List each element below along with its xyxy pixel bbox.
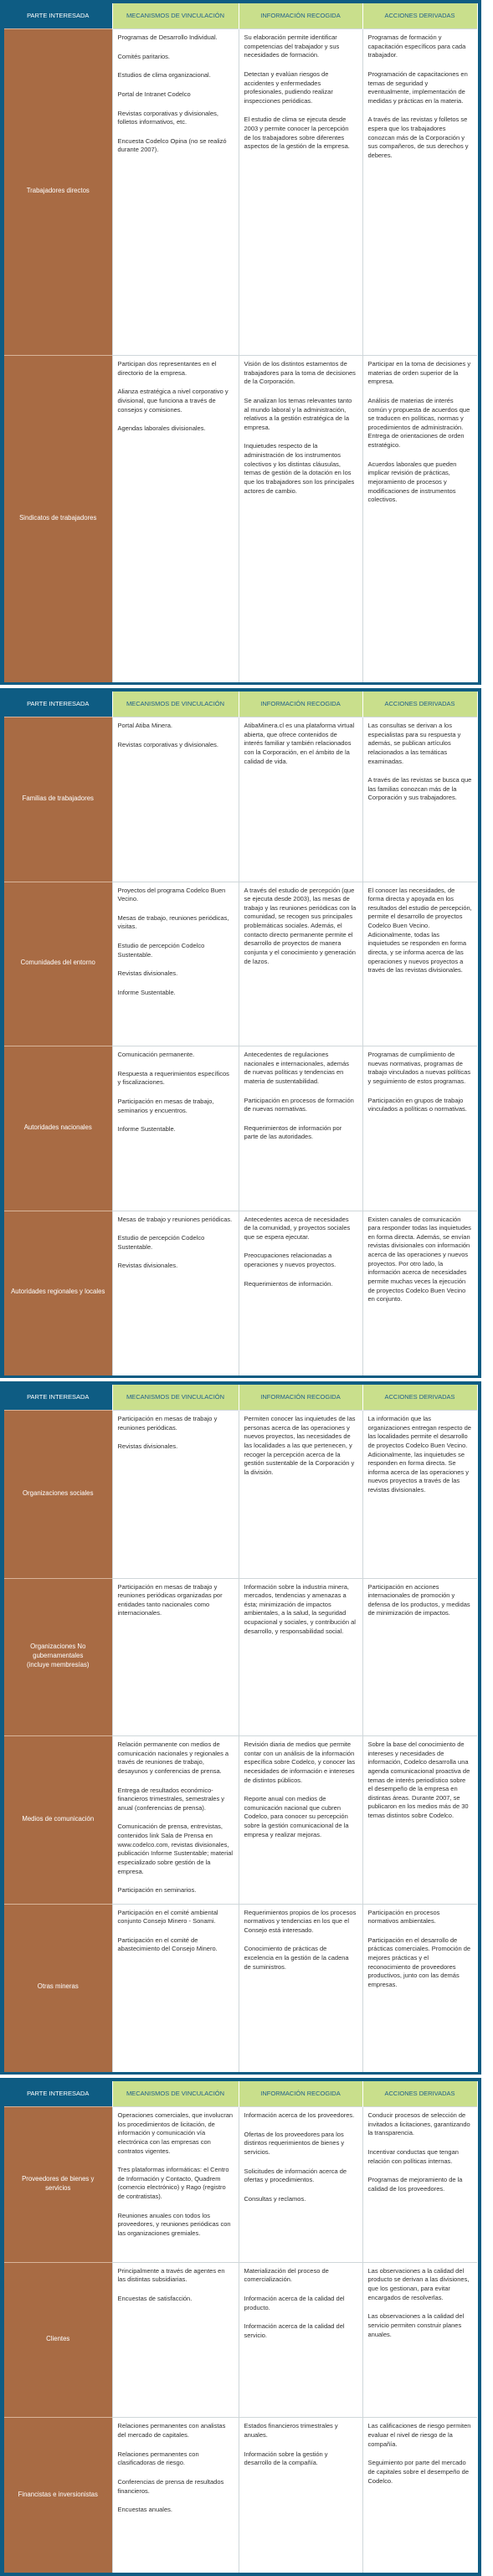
information-item: Solicitudes de información acerca de ofertas y procedimientos. bbox=[244, 2167, 347, 2184]
information-cell bbox=[239, 2107, 362, 2263]
stakeholder-cell bbox=[4, 356, 112, 682]
actions-cell bbox=[362, 2107, 477, 2263]
mechanism-item: Relaciones permanentes con analistas del mercado de capitales. bbox=[117, 2422, 226, 2439]
header-mechanisms: MECANISMOS DE VINCULACIÓN bbox=[112, 2081, 239, 2107]
action-item: Participar en la toma de decisiones y materias de orden superior de la empresa. bbox=[367, 360, 471, 386]
mechanisms-cell bbox=[112, 2418, 239, 2573]
mechanism-item: Revistas divisionales. bbox=[117, 1442, 178, 1451]
information-item: Preocupaciones relacionadas a operaciones y nuevos proyectos. bbox=[244, 1252, 336, 1269]
mechanism-item: Revistas corporativas y divisionales. bbox=[117, 740, 218, 748]
actions-cell bbox=[362, 1046, 477, 1211]
information-cell bbox=[239, 2418, 362, 2573]
stakeholder-name: Autoridades regionales y locales bbox=[11, 1288, 105, 1296]
action-item: Programas de cumplimiento de nuevas normativas, programas de trabajo vinculados a nuevas políticas y seguimiento de estos programas. bbox=[367, 1051, 471, 1085]
table-section-1 bbox=[0, 0, 481, 685]
mechanism-item: Informe Sustentable. bbox=[117, 1125, 176, 1134]
mechanism-item: Relaciones permanentes con clasificadoras de riesgo. bbox=[117, 2450, 199, 2467]
information-item: Antecedentes acerca de necesidades de la comunidad, y proyectos sociales que se espera ejecutar. bbox=[244, 1215, 351, 1241]
information-cell bbox=[239, 1904, 362, 2072]
action-item: Participación en grupos de trabajo vinculados a políticas o normativas. bbox=[367, 1096, 467, 1113]
table-row bbox=[4, 1211, 477, 1375]
mechanism-item: Agendas laborales divisionales. bbox=[117, 424, 206, 433]
information-item: Ofertas de los proveedores para los distintos requerimientos de bienes y servicios. bbox=[244, 2130, 345, 2156]
action-item: Las calificaciones de riesgo permiten evaluar el nivel de riesgo de la compañía. bbox=[367, 2422, 471, 2448]
stakeholder-name: Organizaciones sociales bbox=[22, 1489, 94, 1497]
table-row bbox=[4, 1904, 477, 2072]
stakeholder-name: Comunidades del entorno bbox=[20, 959, 95, 967]
stakeholder-cell bbox=[4, 2262, 112, 2418]
information-item: Reporte anual con medios de comunicación nacional que cubren Codelco, para conocer su percepción sobre la gestión comunicacional de la empresa y realizar mejoras. bbox=[244, 1795, 349, 1838]
mechanism-item: Participación en mesas de trabajo, seminarios y encuentros. bbox=[117, 1097, 214, 1114]
information-item: Revisión diaria de medios que permite contar con un análisis de la información específica sobre Codelco, y conocer las necesidades de información e intereses de distintos públicos. bbox=[244, 1740, 356, 1784]
actions-cell bbox=[362, 1736, 477, 1905]
information-item: Detectan y evalúan riesgos de accidentes y enfermedades profesionales, pudiendo realizar inspecciones periódicas. bbox=[244, 69, 333, 105]
mechanism-item: Encuestas de satisfacción. bbox=[117, 2294, 193, 2302]
actions-cell bbox=[362, 1904, 477, 2072]
stakeholder-cell bbox=[4, 1736, 112, 1905]
information-item: El estudio de clima se ejecuta desde 2003 y permite conocer la percepción de los trabajadores sobre diferentes aspectos de la gestión de la empresa. bbox=[244, 116, 350, 151]
mechanism-item: Comités paritarios. bbox=[117, 52, 171, 60]
mechanism-item: Mesas de trabajo, reuniones periódicas, visitas. bbox=[117, 913, 229, 931]
header-actions: ACCIONES DERIVADAS bbox=[362, 2081, 477, 2107]
table-section-4 bbox=[0, 2078, 481, 2576]
table-header-row bbox=[4, 692, 477, 717]
header-information: INFORMACIÓN RECOGIDA bbox=[239, 2081, 362, 2107]
mechanisms-cell bbox=[112, 29, 239, 356]
information-cell bbox=[239, 717, 362, 882]
information-item: A través del estudio de percepción (que se ejecuta desde 2003), las mesas de trabajo y las reuniones periódicas con la comunidad, se recogen sus principales problemáticas sociales. Además, el contacto directo permanente permite el desarrollo de proyectos de manera conjunta y el conocimiento y generación de lazos. bbox=[244, 886, 357, 965]
information-item: Se analizan los temas relevantes tanto al mundo laboral y la administración, relativos a la gestión estratégica de la empresa. bbox=[244, 396, 352, 431]
action-item: Programación de capacitaciones en temas de seguridad y eventualmente, implementación de medidas y prácticas en la materia. bbox=[367, 69, 468, 105]
information-item: Información acerca de los proveedores. bbox=[244, 2111, 355, 2119]
information-item: Consultas y reclamos. bbox=[244, 2194, 306, 2203]
information-item: Antecedentes de regulaciones nacionales e internacionales, además de nuevas políticas y tendencias en materia de sustentabilidad. bbox=[244, 1051, 349, 1085]
table-row bbox=[4, 2107, 477, 2263]
mechanism-item: Entrega de resultados económico-financieros trimestrales, semestrales y anual (conferencias de prensa). bbox=[117, 1786, 225, 1812]
action-item: Existen canales de comunicación para responder todas las inquietudes en forma directa. Además, se envían revistas divisionales con información acerca de las operaciones y nuevos proyectos. Por otro lado, la información acerca de necesidades permite muchas veces la ejecución de proyectos Codelco Buen Vecino en conjunto. bbox=[367, 1215, 471, 1303]
action-item: Sobre la base del conocimiento de intereses y necesidades de información, Codelco desarrolla una agenda comunicacional proactiva de temas de interés periodístico sobre el desempeño de la empresa en distintas áreas. Durante 2007, se publicaron en los medios más de 30 temas distintos sobre Codelco. bbox=[367, 1740, 470, 1820]
information-item: Requerimientos de información. bbox=[244, 1279, 333, 1288]
mechanisms-cell bbox=[112, 2262, 239, 2418]
information-item: Requerimientos propios de los procesos normativos y tendencias en los que el Consejo está interesado. bbox=[244, 1908, 357, 1934]
mechanism-item: Portal de Intranet Codelco bbox=[117, 90, 191, 98]
mechanism-item: Mesas de trabajo y reuniones periódicas. bbox=[117, 1215, 233, 1223]
header-mechanisms: MECANISMOS DE VINCULACIÓN bbox=[112, 3, 239, 29]
mechanism-item: Participan dos representantes en el directorio de la empresa. bbox=[117, 360, 217, 377]
mechanisms-cell bbox=[112, 1578, 239, 1736]
mechanism-item: Revistas corporativas y divisionales, folletos informativos, etc. bbox=[117, 109, 218, 126]
mechanism-item: Estudio de percepción Codelco Sustentable. bbox=[117, 1234, 205, 1251]
mechanisms-cell bbox=[112, 1411, 239, 1579]
action-item: A través de las revistas y folletos se espera que los trabajadores conozcan más de la Corporación y sus compañeros, de sus derechos y deberes. bbox=[367, 116, 469, 160]
mechanism-item: Proyectos del programa Codelco Buen Vecino. bbox=[117, 886, 226, 903]
stakeholder-cell bbox=[4, 882, 112, 1046]
stakeholder-cell bbox=[4, 1046, 112, 1211]
mechanism-item: Reuniones anuales con todos los proveedores, y reuniones periódicas con las organizaciones gremiales. bbox=[117, 2211, 231, 2238]
mechanism-item: Conferencias de prensa de resultados financieros. bbox=[117, 2477, 224, 2495]
mechanism-item: Estudios de clima organizacional. bbox=[117, 71, 211, 80]
header-stakeholder: PARTE INTERESADA bbox=[4, 2081, 112, 2107]
actions-cell bbox=[362, 1211, 477, 1375]
table-section-2 bbox=[0, 688, 481, 1378]
mechanism-item: Encuestas anuales. bbox=[117, 2506, 172, 2514]
stakeholder-table bbox=[4, 1385, 478, 2072]
mechanism-item: Estudio de percepción Codelco Sustentable. bbox=[117, 942, 205, 959]
table-row bbox=[4, 2262, 477, 2418]
action-item: Análisis de materias de interés común y propuesta de acuerdos que se traducen en políticas, normas y procedimientos de administración. Entrega de orientaciones de orden estratégico. bbox=[367, 396, 470, 450]
information-item: Información sobre la gestión y desarrollo de la compañía. bbox=[244, 2450, 328, 2467]
information-cell bbox=[239, 1736, 362, 1905]
stakeholder-table bbox=[4, 2081, 478, 2573]
stakeholder-name: Familias de trabajadores bbox=[22, 794, 94, 802]
information-item: Información acerca de la calidad del servicio. bbox=[244, 2322, 345, 2339]
information-item: Información acerca de la calidad del producto. bbox=[244, 2294, 345, 2311]
information-item: Materialización del proceso de comercialización. bbox=[244, 2266, 329, 2284]
mechanism-item: Principalmente a través de agentes en las distintas subsidiarias. bbox=[117, 2266, 225, 2284]
action-item: Participación en el desarrollo de prácticas comerciales. Promoción de mejores prácticas y el reconocimiento de proveedores productivos, junto con las demás empresas. bbox=[367, 1936, 471, 1988]
actions-cell bbox=[362, 2418, 477, 2573]
mechanism-item: Participación en mesas de trabajo y reuniones periódicas. bbox=[117, 1415, 218, 1432]
mechanism-item: Relación permanente con medios de comunicación nacionales y regionales a través de reuniones de trabajo, desayunos y conferencias de prensa. bbox=[117, 1740, 229, 1775]
action-item: El conocer las necesidades, de forma directa y apoyada en los resultados del estudio de percepción, permite el desarrollo de proyectos Codelco Buen Vecino. Adicionalmente, todas las inquietudes se responden en forma directa, y se informa acerca de las operaciones y nuevos proyectos a través de las revistas divisionales. bbox=[367, 886, 472, 974]
header-information: INFORMACIÓN RECOGIDA bbox=[239, 1385, 362, 1411]
mechanism-item: Operaciones comerciales, que involucran los procedimientos de licitación, de información y comunicación vía electrónica con las empresas con contratos vigentes. bbox=[117, 2111, 234, 2155]
table-row bbox=[4, 356, 477, 682]
action-item: Programas de formación y capacitación específicos para cada trabajador. bbox=[367, 33, 466, 59]
action-item: Las observaciones a la calidad del producto se derivan a las divisiones, que los gestionan, para evitar encargados de resolverlas. bbox=[367, 2266, 470, 2301]
action-item: Participación en acciones internacionales de promoción y defensa de los productos, y medidas de minimización de impactos. bbox=[367, 1582, 470, 1617]
information-cell bbox=[239, 1046, 362, 1211]
information-cell bbox=[239, 1211, 362, 1375]
header-stakeholder: PARTE INTERESADA bbox=[4, 1385, 112, 1411]
mechanisms-cell bbox=[112, 882, 239, 1046]
stakeholder-cell bbox=[4, 717, 112, 882]
mechanism-item: Revistas divisionales. bbox=[117, 969, 178, 978]
header-information: INFORMACIÓN RECOGIDA bbox=[239, 692, 362, 717]
table-section-3 bbox=[0, 1381, 481, 2075]
table-header-row bbox=[4, 1385, 477, 1411]
action-item: Las observaciones a la calidad del servicio permiten construir planes anuales. bbox=[367, 2312, 465, 2338]
action-item: Las consultas se derivan a los especialistas para su respuesta y además, se publican artículos relacionados a las temáticas examinadas. bbox=[367, 722, 461, 765]
mechanisms-cell bbox=[112, 356, 239, 682]
information-cell bbox=[239, 356, 362, 682]
header-actions: ACCIONES DERIVADAS bbox=[362, 692, 477, 717]
stakeholder-cell bbox=[4, 1904, 112, 2072]
mechanism-item: Encuesta Codelco Opina (no se realizó durante 2007). bbox=[117, 136, 227, 154]
action-item: La información que las organizaciones entregan respecto de las localidades permite el desarrollo de proyectos Codelco Buen Vecino. Adicionalmente, las inquietudes se responden en forma directa. Se informa acerca de las operaciones y nuevos proyectos a través de las revistas divisionales. bbox=[367, 1415, 471, 1494]
mechanism-item: Participación en mesas de trabajo y reuniones periódicas organizadas por entidades tanto nacionales como internacionales. bbox=[117, 1582, 223, 1617]
mechanism-item: Comunicación permanente. bbox=[117, 1051, 195, 1058]
actions-cell bbox=[362, 29, 477, 356]
mechanism-item: Portal Atiba Minera. bbox=[117, 722, 172, 729]
mechanism-item: Alianza estratégica a nivel corporativo y divisional, que funciona a través de consejos y comisiones. bbox=[117, 388, 229, 414]
header-actions: ACCIONES DERIVADAS bbox=[362, 3, 477, 29]
information-item: Permiten conocer las inquietudes de las personas acerca de las operaciones y nuevos proyectos, las necesidades de las localidades a las que pertenecen, y recoger la percepción acerca de la gestión sustentable de la Corporación y la división. bbox=[244, 1415, 356, 1476]
stakeholder-name: Autoridades nacionales bbox=[23, 1123, 92, 1131]
action-item: Participación en procesos normativos ambientales. bbox=[367, 1908, 440, 1926]
mechanisms-cell bbox=[112, 1904, 239, 2072]
mechanism-item: Programas de Desarrollo Individual. bbox=[117, 33, 218, 41]
information-cell bbox=[239, 29, 362, 356]
table-row bbox=[4, 1736, 477, 1905]
information-cell bbox=[239, 882, 362, 1046]
mechanism-item: Respuesta a requerimientos específicos y fiscalizaciones. bbox=[117, 1069, 229, 1087]
information-item: Participación en procesos de formación de nuevas normativas. bbox=[244, 1096, 354, 1113]
mechanism-item: Participación en el comité de abastecimiento del Consejo Minero. bbox=[117, 1936, 218, 1953]
stakeholder-cell bbox=[4, 29, 112, 356]
mechanism-item: Informe Sustentable. bbox=[117, 988, 176, 996]
action-item: Incentivar conductas que tengan relación con políticas internas. bbox=[367, 2147, 459, 2165]
header-stakeholder: PARTE INTERESADA bbox=[4, 692, 112, 717]
table-header-row bbox=[4, 2081, 477, 2107]
stakeholder-name: Sindicatos de trabajadores bbox=[19, 513, 97, 522]
information-item: Requerimientos de información por parte de las autoridades. bbox=[244, 1123, 342, 1141]
table-row bbox=[4, 1411, 477, 1579]
header-mechanisms: MECANISMOS DE VINCULACIÓN bbox=[112, 692, 239, 717]
mechanisms-cell bbox=[112, 2107, 239, 2263]
information-item: Conocimiento de prácticas de excelencia en la gestión de la cadena de suministros. bbox=[244, 1945, 349, 1971]
table-row bbox=[4, 29, 477, 356]
stakeholder-name: Clientes bbox=[46, 2334, 70, 2342]
stakeholder-name: Financistas e inversionistas bbox=[18, 2490, 98, 2498]
information-item: Estados financieros trimestrales y anuales. bbox=[244, 2422, 338, 2439]
header-information: INFORMACIÓN RECOGIDA bbox=[239, 3, 362, 29]
table-row bbox=[4, 1046, 477, 1211]
table-header-row bbox=[4, 3, 477, 29]
action-item: Seguimiento por parte del mercado de capitales sobre el desempeño de Codelco. bbox=[367, 2459, 469, 2485]
mechanisms-cell bbox=[112, 1046, 239, 1211]
table-row bbox=[4, 717, 477, 882]
mechanism-item: Participación en el comité ambiental conjunto Consejo Minero - Sonami. bbox=[117, 1908, 218, 1926]
actions-cell bbox=[362, 1411, 477, 1579]
information-cell bbox=[239, 1411, 362, 1579]
mechanisms-cell bbox=[112, 1211, 239, 1375]
header-stakeholder: PARTE INTERESADA bbox=[4, 3, 112, 29]
stakeholder-cell bbox=[4, 1578, 112, 1736]
table-row bbox=[4, 882, 477, 1046]
mechanisms-cell bbox=[112, 717, 239, 882]
actions-cell bbox=[362, 356, 477, 682]
information-item: Información sobre la industria minera, mercados, tendencias y amenazas a ésta; minimización de impactos ambientales, a la salud, la seguridad ocupacional y sociales, y contribución al desarrollo, y responsabilidad social. bbox=[244, 1582, 356, 1635]
stakeholder-table bbox=[4, 3, 478, 682]
stakeholder-name: Medios de comunicación bbox=[22, 1814, 95, 1823]
header-mechanisms: MECANISMOS DE VINCULACIÓN bbox=[112, 1385, 239, 1411]
mechanism-item: Participación en seminarios. bbox=[117, 1886, 197, 1895]
mechanism-item: Revistas divisionales. bbox=[117, 1262, 178, 1270]
stakeholder-cell bbox=[4, 2107, 112, 2263]
stakeholder-cell bbox=[4, 1411, 112, 1579]
information-item: Inquietudes respecto de la administración de los instrumentos colectivos y los distintas cláusulas, temas de gestión de la dotación en los que los trabajadores son los principales actores de cambio. bbox=[244, 442, 355, 495]
stakeholder-cell bbox=[4, 2418, 112, 2573]
actions-cell bbox=[362, 717, 477, 882]
actions-cell bbox=[362, 882, 477, 1046]
action-item: Acuerdos laborales que pueden implicar revisión de prácticas, mejoramiento de procesos y modificaciones de instrumentos colectivos. bbox=[367, 460, 457, 504]
action-item: A través de las revistas se busca que las familias conozcan más de la Corporación y sus trabajadores. bbox=[367, 776, 472, 802]
stakeholder-name: Otras mineras bbox=[37, 1982, 79, 1991]
stakeholder-name: Organizaciones No gubernamentales (incluye membresías) bbox=[26, 1643, 90, 1669]
stakeholder-name: Proveedores de bienes y servicios bbox=[22, 2174, 95, 2192]
information-item: Su elaboración permite identificar competencias del trabajador y sus necesidades de formación. bbox=[244, 33, 340, 59]
stakeholder-table bbox=[4, 692, 478, 1375]
mechanisms-cell bbox=[112, 1736, 239, 1905]
stakeholder-name: Trabajadores directos bbox=[26, 187, 90, 195]
table-row bbox=[4, 2418, 477, 2573]
mechanism-item: Tres plataformas informáticas: el Centro de Información y Contacto, Quadrem (comercio electrónico) y Rago (registro de contratistas). bbox=[117, 2166, 229, 2201]
mechanism-item: Comunicación de prensa, entrevistas, contenidos link Sala de Prensa en www.codelco.com, revistas divisionales, publicación Informe Sustentable; material especializado sobre gestión de la empresa. bbox=[117, 1823, 234, 1875]
information-item: Visión de los distintos estamentos de trabajadores para la toma de decisiones de la Corporación. bbox=[244, 360, 356, 386]
actions-cell bbox=[362, 1578, 477, 1736]
information-item: AtibaMinera.cl es una plataforma virtual abierta, que ofrece contenidos de interés familiar y también relacionados con la Corporación, en el ámbito de la calidad de vida. bbox=[244, 722, 355, 765]
information-cell bbox=[239, 1578, 362, 1736]
stakeholder-cell bbox=[4, 1211, 112, 1375]
actions-cell bbox=[362, 2262, 477, 2418]
action-item: Conducir procesos de selección de invitados a licitaciones, garantizando la transparencia. bbox=[367, 2111, 470, 2137]
information-cell bbox=[239, 2262, 362, 2418]
table-row bbox=[4, 1578, 477, 1736]
action-item: Programas de mejoramiento de la calidad de los proveedores. bbox=[367, 2176, 463, 2193]
header-actions: ACCIONES DERIVADAS bbox=[362, 1385, 477, 1411]
